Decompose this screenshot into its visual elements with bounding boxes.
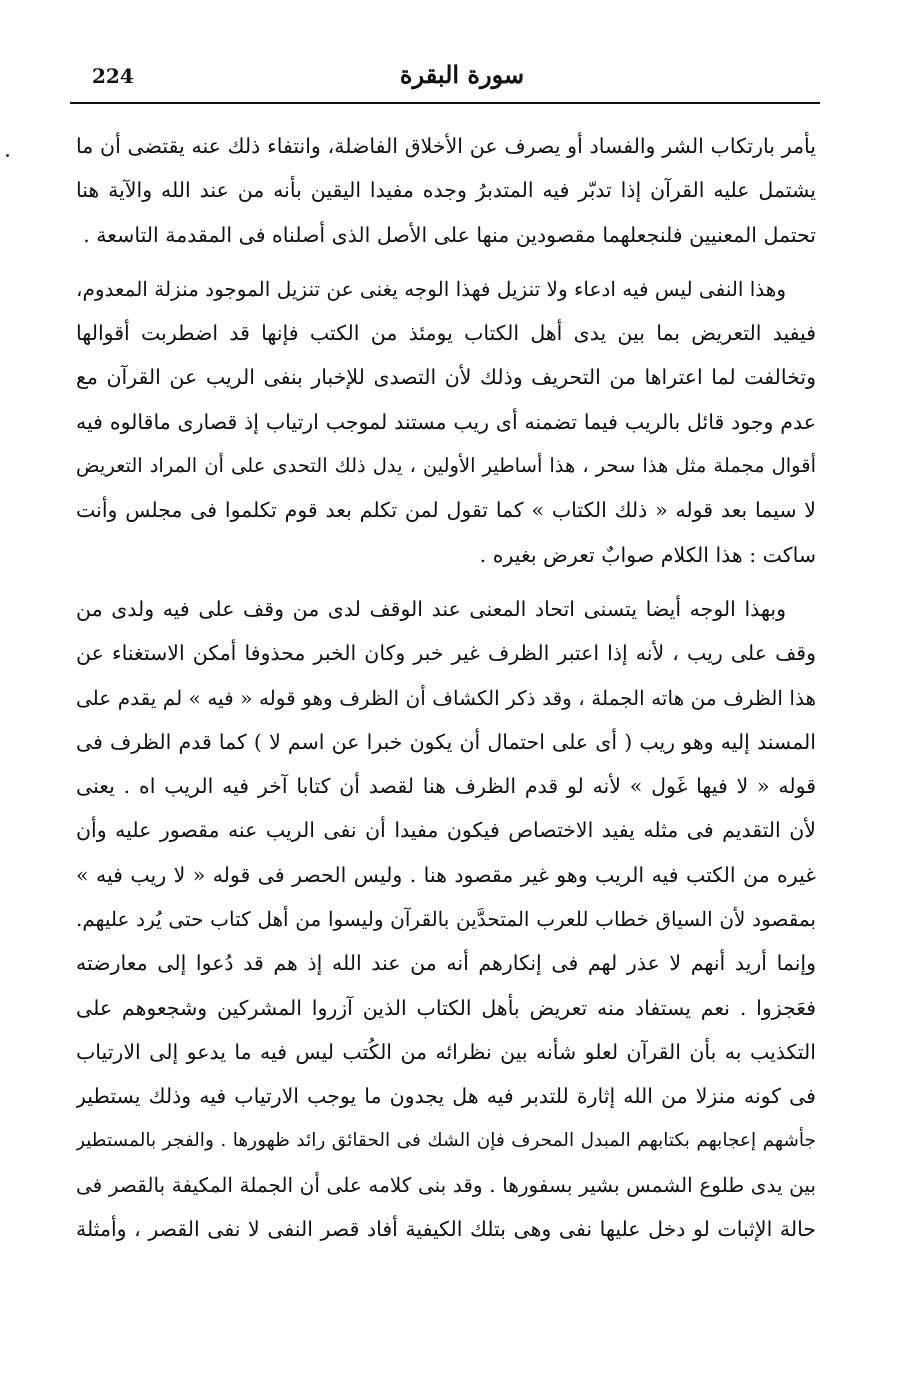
text-line: وإنما أريد أنهم لا عذر لهم فى إنكارهم أنه من عند الله إذ هم قد دُعوا إلى معارضته — [76, 951, 816, 976]
page-number: 224 — [92, 64, 134, 88]
text-line: فعَجزوا . نعم يستفاد منه تعريض بأهل الكتاب الذين آزروا المشركين وشجعوهم على — [76, 995, 816, 1020]
text-line: وقف على ريب ، لأنه إذا اعتبر الظرف غير خبر وكان الخبر محذوفا أمكن الاستغناء عن — [76, 641, 816, 666]
text-line: غيره من الكتب فيه الريب وهو غير مقصود هنا . وليس الحصر فى قوله « لا ريب فيه » — [76, 862, 816, 887]
text-line: وهذا النفى ليس فيه ادعاء ولا تنزيل فهذا الوجه يغنى عن تنزيل الموجود منزلة المعدوم، — [76, 276, 786, 301]
text-line: حالة الإثبات لو دخل عليها نفى وهى بتلك الكيفية أفاد قصر النفى لا نفى القصر ، وأمثلة — [76, 1217, 816, 1242]
paragraph — [76, 587, 816, 1251]
text-line: قوله « لا فيها غَول » لأنه لو قدم الظرف هنا لقصد أن كتابا آخر فيه الريب اه . يعنى — [76, 774, 816, 799]
margin-mark — [6, 154, 9, 157]
body-text — [76, 124, 816, 1251]
running-title: سورة البقرة — [399, 60, 525, 89]
page-header — [92, 58, 818, 98]
paragraph — [76, 124, 816, 257]
header-rule — [70, 102, 820, 104]
text-line: لا سيما بعد قوله « ذلك الكتاب » كما تقول لمن تكلم بعد قوم تكلموا فى مجلس وأنت — [76, 498, 816, 523]
text-line: ساكت : هذا الكلام صوابٌ تعرض بغيره . — [479, 542, 816, 567]
text-line: بمقصود لأن السياق خطاب للعرب المتحدَّين بالقرآن وليسوا من أهل كتاب حتى يُرد عليهم. — [76, 907, 816, 932]
text-line: أقوال مجملة مثل هذا سحر ، هذا أساطير الأولين ، يدل ذلك التحدى على أن المراد التعريض — [76, 454, 816, 478]
paragraph — [76, 267, 816, 577]
text-line: يأمر بارتكاب الشر والفساد أو يصرف عن الأخلاق الفاضلة، وانتفاء ذلك عنه يقتضى أن ما — [76, 134, 816, 158]
text-line: وبهذا الوجه أيضا يتسنى اتحاد المعنى عند الوقف لدى من وقف على فيه ولدى من — [76, 596, 786, 621]
text-line: وتخالفت لما اعتراها من التحريف وذلك لأن التصدى للإخبار بنفى الريب عن القرآن مع — [76, 365, 816, 390]
text-line: فيفيد التعريض بما بين يدى أهل الكتاب يومئذ من الكتب فإنها قد اضطربت أقوالها — [76, 321, 816, 346]
text-line: فى كونه منزلا من الله إثارة للتدبر فيه هل يجدون ما يوجب الارتياب فيه وذلك يستطير — [76, 1084, 816, 1109]
text-line: لأن التقديم فى مثله يفيد الاختصاص فيكون مفيدا أن نفى الريب عنه مقصور عليه وأن — [76, 818, 816, 843]
text-line: تحتمل المعنيين فلنجعلهما مقصودين منها على الأصل الذى أصلناه فى المقدمة التاسعة . — [83, 222, 816, 247]
text-line: جأشهم إعجابهم بكتابهم المبدل المحرف فإن الشك فى الحقائق رائد ظهورها . والفجر بالمستطير — [76, 1129, 816, 1151]
text-line: هذا الظرف من هاته الجملة ، وقد ذكر الكشاف أن الظرف وهو قوله « فيه » لم يقدم على — [76, 685, 816, 710]
text-line: يشتمل عليه القرآن إذا تدبّر فيه المتدبرُ وجده مفيدا اليقين بأنه من عند الله والآية هنا — [76, 178, 816, 203]
paragraph-gap — [76, 577, 816, 587]
text-line: بين يدى طلوع الشمس بشير بسفورها . وقد بنى كلامه على أن الجملة المكيفة بالقصر فى — [76, 1172, 816, 1197]
text-line: عدم وجود قائل بالريب فيما تضمنه أى ريب مستند لموجب ارتياب إذ قصارى ماقالوه فيه — [76, 409, 816, 434]
text-line: المسند إليه وهو ريب ( أى على احتمال أن يكون خبرا عن اسم لا ) كما قدم الظرف فى — [76, 729, 816, 754]
text-line: التكذيب به بأن القرآن لعلو شأنه بين نظرائه من الكُتب ليس فيه ما يدعو إلى الارتياب — [76, 1039, 816, 1064]
paragraph-gap — [76, 257, 816, 267]
